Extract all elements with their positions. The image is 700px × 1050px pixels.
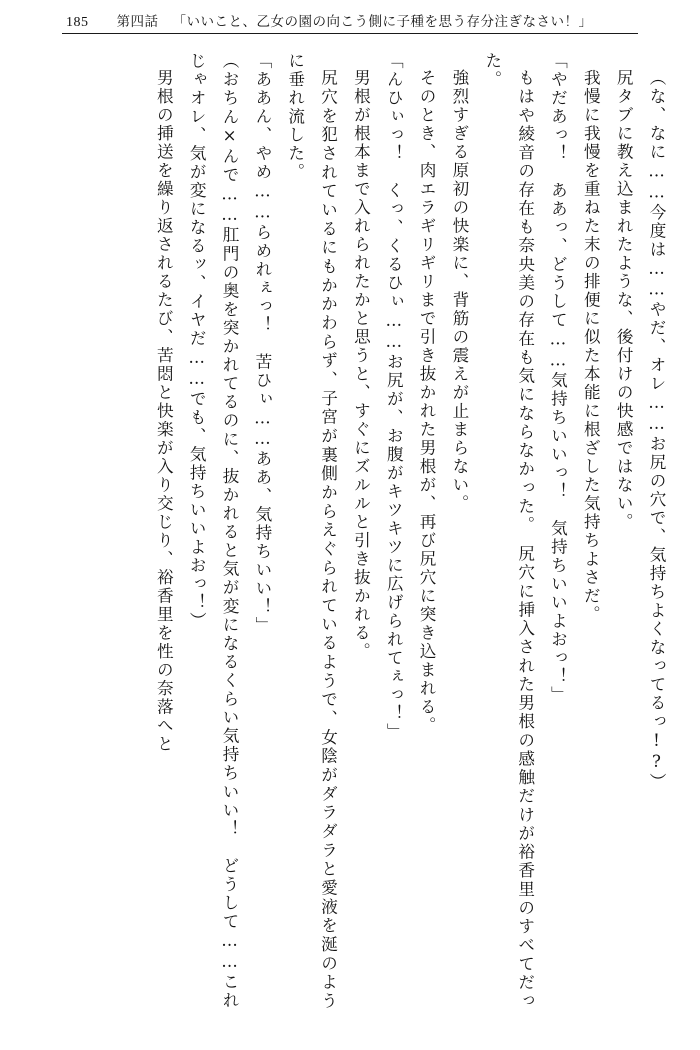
paragraph: 強烈すぎる原初の快楽に、背筋の震えが止まらない。 — [449, 68, 469, 513]
vertical-text-column — [28, 52, 672, 1010]
paragraph: 男根が根本まで入れられたかと思うと、すぐにズルルと引き抜かれる。 — [351, 68, 371, 661]
paragraph: 男根の挿送を繰り返されるたび、苦悶と快楽が入り交じり、裕香里を性の奈落へと — [154, 68, 174, 754]
page-number: 185 — [66, 15, 89, 30]
paragraph: （な、なに……今度は……やだ、オレ……お尻の穴で、気持ちよくなってるっ!?） — [647, 68, 666, 791]
paragraph: 我慢に我慢を重ねた末の排便に似た本能に根ざした気持ちよさだ。 — [581, 68, 601, 624]
paragraph: もはや綾音の存在も奈央美の存在も気にならなかった。 尻穴に挿入された男根の感触だけが裕香里のすべてだった。 — [482, 52, 535, 1010]
paragraph: 尻タブに教え込まれたような、後付けの快感ではない。 — [614, 68, 634, 532]
paragraph: 「ああん、やめ……らめれぇっ！ 苦ひぃ……ああ、気持ちいい！」 — [252, 52, 272, 636]
paragraph: 「やだあっ！ ああっ、どうして……気持ちいいっ！ 気持ちいいよおっ！」 — [548, 52, 568, 705]
paragraph: （おちん×んで……肛門の奥を突かれてるのに、抜かれると気が変になるくらい気持ちいい！ どうして……これじゃオレ、気が変になるッ、イヤだ……でも、気持ちいいよおっ！） — [187, 52, 240, 1010]
chapter-label: 第四話 — [116, 14, 159, 29]
paragraph: そのとき、肉エラギリギリまで引き抜かれた男根が、再び尻穴に突き込まれる。 — [417, 68, 437, 735]
running-title: 「いいこと、乙女の園の向こう側に子種を思う存分注ぎなさい！」 — [172, 14, 593, 29]
paragraph: 「んひぃっ！ くっ、くるひぃ……お尻が、お腹がキツキツに広げられてぇっ！」 — [384, 52, 404, 742]
paragraph: 尻穴を犯されているにもかかわらず、子宮が裏側からえぐられているようで、女陰がダラダラと愛液を涎のように垂れ流した。 — [285, 52, 338, 1010]
body-text-area — [28, 52, 672, 1032]
header-divider — [62, 33, 638, 34]
